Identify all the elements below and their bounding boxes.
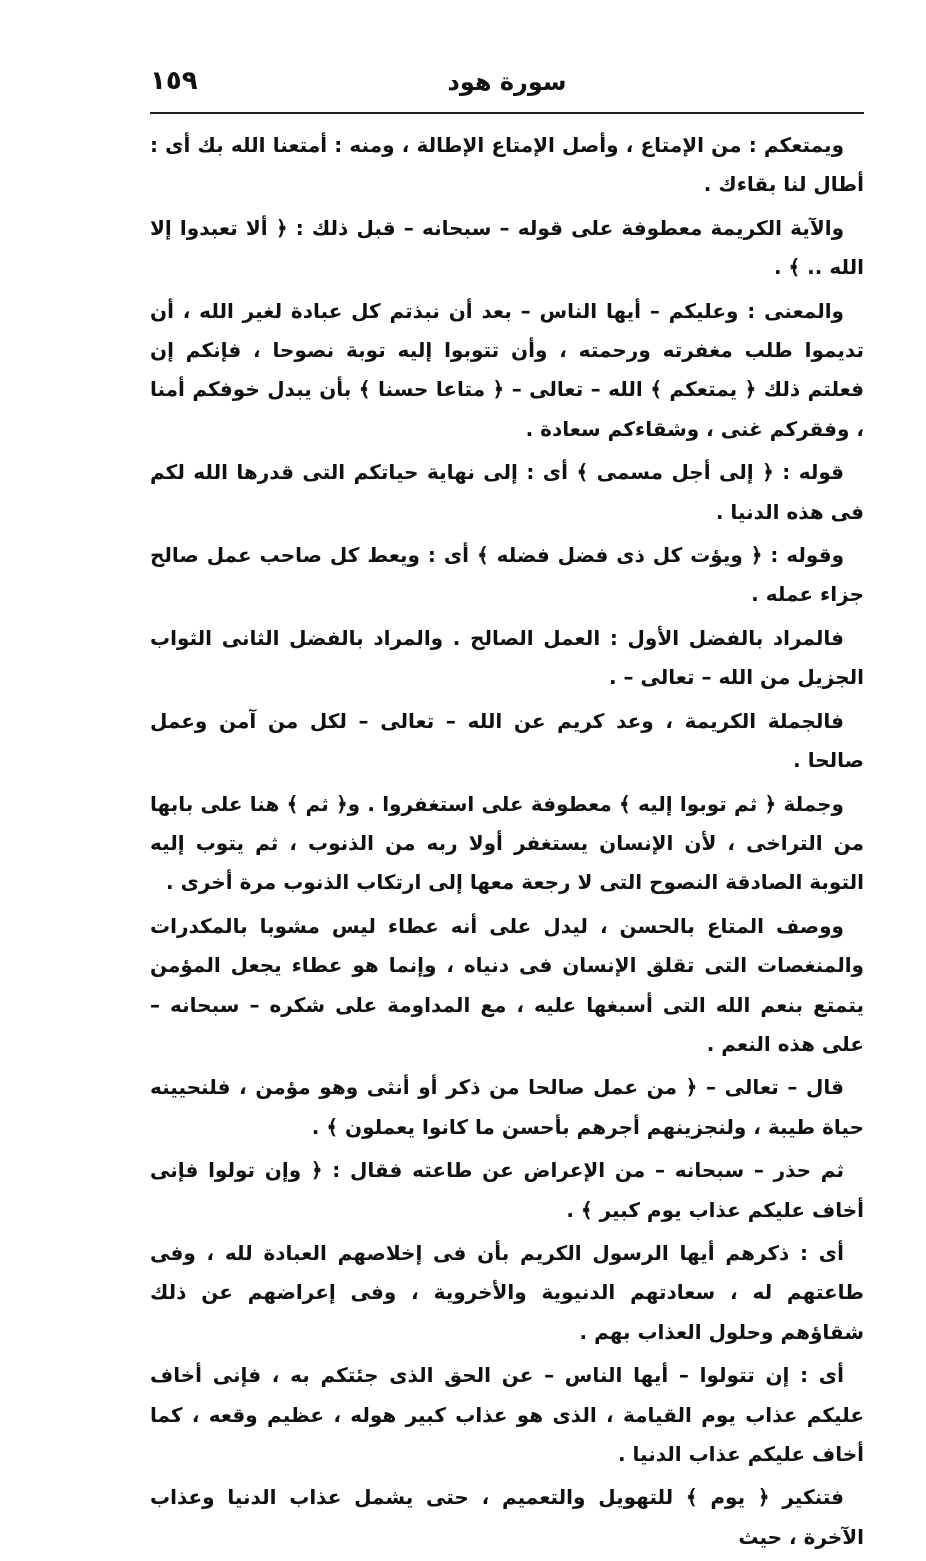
paragraph: ويمتعكم : من الإمتاع ، وأصل الإمتاع الإطالة ، ومنه : أمتعنا الله بك أى : أطال لنا بقاءك . [150,133,864,197]
running-title: سورة هود [447,68,567,96]
paragraph: والمعنى : وعليكم – أيها الناس – بعد أن نبذتم كل عبادة لغير الله ، أن تديموا طلب مغفرته ورحمته ، وأن تتوبوا إليه توبة نصوحا ، فإنكم إن فعلتم ذلك ﴿ يمتعكم ﴾ الله – تعالى – ﴿ متاعا حسنا ﴾ بأن يبدل خوفكم أمنا ، وفقركم غنى ، وشقاءكم سعادة . [150,298,864,441]
paragraph: فالجملة الكريمة ، وعد كريم عن الله – تعالى – لكل من آمن وعمل صالحا . [150,708,864,773]
page-header [150,60,864,106]
paragraph: ووصف المتاع بالحسن ، ليدل على أنه عطاء ليس مشوبا بالمكدرات والمنغصات التى تقلق الإنسان فى دنياه ، وإنما هو عطاء يجعل المؤمن يتمتع بنعم الله التى أسبغها عليه ، مع المداومة على شكره – سبحانه – على هذه النعم . [150,913,864,1056]
paragraph: قال – تعالى – ﴿ من عمل صالحا من ذكر أو أنثى وهو مؤمن ، فلنحيينه حياة طيبة ، ولنجزينهم أجرهم بأحسن ما كانوا يعملون ﴾ . [150,1075,864,1139]
body-text [150,126,864,1561]
paragraph: فالمراد بالفضل الأول : العمل الصالح . والمراد بالفضل الثانى الثواب الجزيل من الله – تعالى – . [150,625,864,690]
paragraph: ثم حذر – سبحانه – من الإعراض عن طاعته فقال : ﴿ وإن تولوا فإنى أخاف عليكم عذاب يوم كبير ﴾ . [150,1158,864,1222]
header-divider [150,112,864,114]
paragraph: قوله : ﴿ إلى أجل مسمى ﴾ أى : إلى نهاية حياتكم التى قدرها الله لكم فى هذه الدنيا . [150,460,864,524]
paragraph: وقوله : ﴿ ويؤت كل ذى فضل فضله ﴾ أى : ويعط كل صاحب عمل صالح جزاء عمله . [150,543,864,607]
paragraph: أى : إن تتولوا – أيها الناس – عن الحق الذى جئتكم به ، فإنى أخاف عليكم عذاب يوم القيامة ، الذى هو عذاب كبير هوله ، عظيم وقعه ، كما أخاف عليكم عذاب الدنيا . [150,1363,864,1466]
paragraph: والآية الكريمة معطوفة على قوله – سبحانه – قبل ذلك : ﴿ ألا تعبدوا إلا الله .. ﴾ . [150,215,864,280]
paragraph: أى : ذكرهم أيها الرسول الكريم بأن فى إخلاصهم العبادة لله ، وفى طاعتهم له ، سعادتهم الدنيوية والأخروية ، وفى إعراضهم عن ذلك شقاؤهم وحلول العذاب بهم . [150,1240,864,1344]
paragraph: فتنكير ﴿ يوم ﴾ للتهويل والتعميم ، حتى يشمل عذاب الدنيا وعذاب الآخرة ، حيث [150,1485,864,1549]
paragraph: وجملة ﴿ ثم توبوا إليه ﴾ معطوفة على استغفروا . و﴿ ثم ﴾ هنا على بابها من التراخى ، لأن الإنسان يستغفر أولا ربه من الذنوب ، ثم يتوب إليه التوبة الصادقة النصوح التى لا رجعة معها إلى ارتكاب الذنوب مرة أخرى . [150,791,864,895]
page-number: ١٥٩ [150,66,198,96]
